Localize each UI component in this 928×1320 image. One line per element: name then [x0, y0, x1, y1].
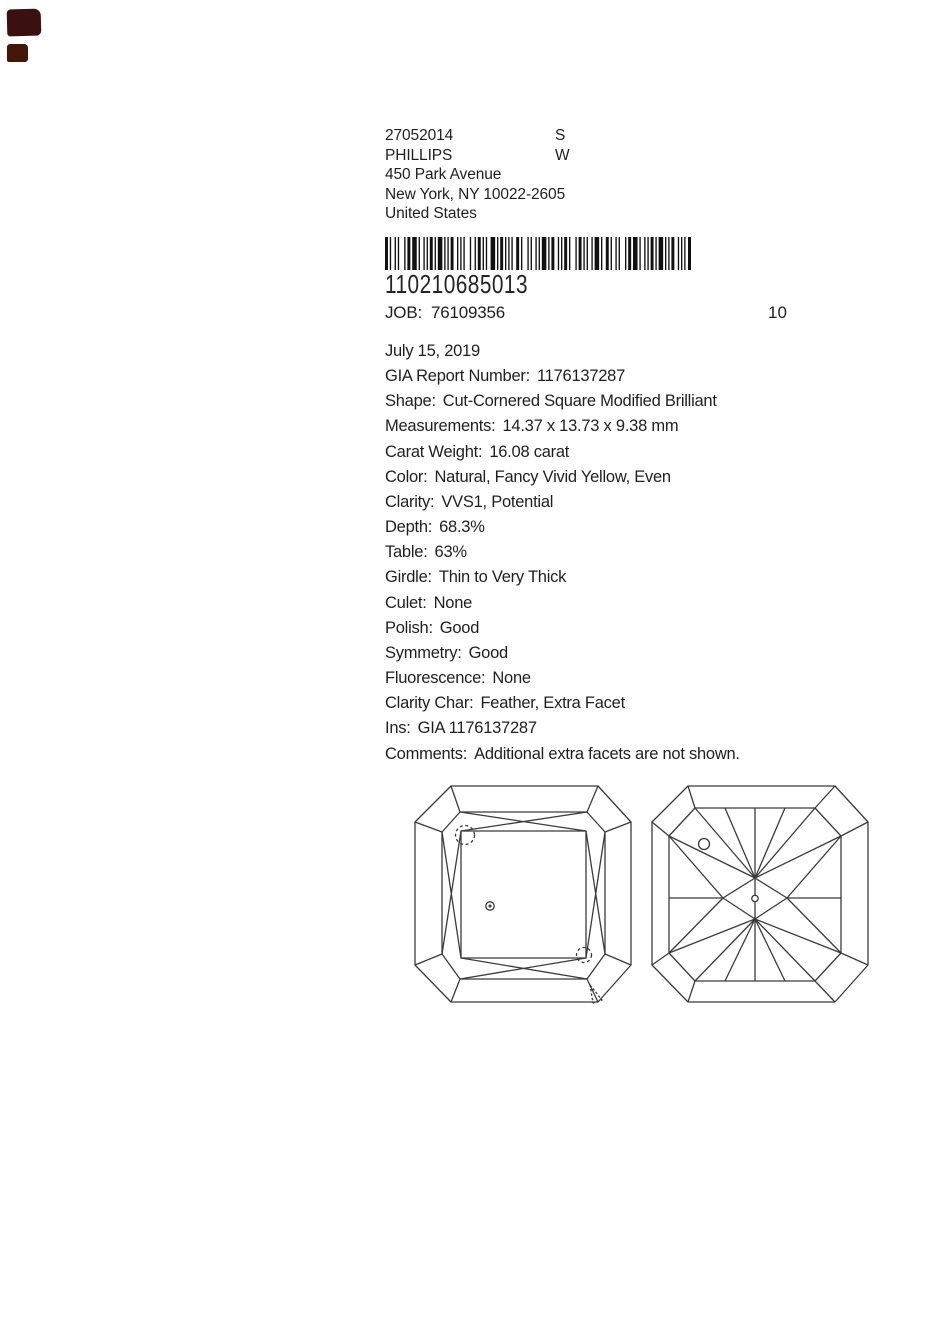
- report-details: [385, 339, 740, 767]
- document-number: 27052014: [385, 127, 454, 144]
- report-line-value: 16.08 carat: [489, 442, 570, 461]
- job-line: [385, 303, 505, 323]
- report-line-value: Thin to Very Thick: [438, 568, 567, 587]
- report-line: [385, 565, 740, 590]
- report-date: July 15, 2019: [385, 342, 480, 360]
- report-line-value: 63%: [434, 543, 467, 562]
- report-line: [385, 742, 740, 767]
- report-line: [385, 490, 740, 515]
- report-line-value: None: [492, 669, 531, 688]
- report-line-label: Comments:: [385, 744, 468, 763]
- report-line: [385, 540, 740, 565]
- report-line-value: 1176137287: [536, 367, 626, 386]
- report-line-value: Natural, Fancy Vivid Yellow, Even: [434, 467, 671, 486]
- address-line: New York, NY 10022-2605: [385, 185, 566, 203]
- report-line-label: Polish:: [385, 618, 433, 637]
- report-line-value: None: [433, 593, 473, 612]
- recipient-name: PHILLIPS: [385, 146, 453, 164]
- report-line: [385, 364, 740, 389]
- crown-view-diagram: [406, 781, 640, 1007]
- report-line-value: Cut-Cornered Square Modified Brilliant: [442, 392, 717, 411]
- report-line-label: Color:: [385, 467, 428, 486]
- address-line: 450 Park Avenue: [385, 166, 502, 184]
- report-line-value: Additional extra facets are not shown.: [474, 744, 740, 763]
- report-line-label: Shape:: [385, 392, 436, 411]
- shipping-address-block: [385, 126, 570, 224]
- report-line-value: Good: [439, 618, 480, 637]
- page-number: 10: [768, 303, 787, 322]
- clarity-mark-circle: [486, 902, 494, 910]
- address-line: United States: [385, 205, 477, 223]
- report-line-label: Symmetry:: [385, 643, 462, 662]
- report-line: [385, 465, 740, 490]
- job-number: 76109356: [431, 303, 506, 322]
- report-line: [385, 616, 740, 641]
- clarity-mark-circle: [699, 839, 710, 850]
- job-label: JOB:: [385, 303, 422, 322]
- report-line-label: Carat Weight:: [385, 442, 483, 461]
- barcode: [385, 237, 691, 270]
- report-line-label: Girdle:: [385, 568, 432, 587]
- report-line-label: Culet:: [385, 593, 427, 612]
- report-line-value: Feather, Extra Facet: [480, 694, 625, 713]
- pavilion-view-diagram: [643, 781, 877, 1007]
- report-line-value: VVS1, Potential: [441, 492, 554, 511]
- report-line-value: GIA 1176137287: [417, 719, 537, 738]
- report-line: [385, 591, 740, 616]
- report-line-label: Measurements:: [385, 417, 496, 436]
- report-line-label: Depth:: [385, 518, 433, 537]
- report-line: [385, 440, 740, 465]
- report-line: [385, 515, 740, 540]
- clarity-mark-dashed-circle: [456, 826, 475, 845]
- report-line-value: Good: [468, 643, 508, 662]
- report-line-value: 68.3%: [439, 518, 485, 537]
- report-line: [385, 414, 740, 439]
- handler-initials: S W: [555, 127, 570, 164]
- report-line-label: Fluorescence:: [385, 669, 486, 688]
- report-line: [385, 666, 740, 691]
- report-line-label: Table:: [385, 543, 428, 562]
- report-line: [385, 641, 740, 666]
- report-line-value: 14.37 x 13.73 x 9.38 mm: [502, 417, 679, 436]
- report-line-label: GIA Report Number:: [385, 367, 530, 386]
- report-line: [385, 691, 740, 716]
- report-line-label: Clarity:: [385, 492, 435, 511]
- clarity-mark-dashed-circle: [577, 948, 592, 963]
- barcode-number: 110210685013: [385, 269, 529, 299]
- report-line-label: Ins:: [385, 719, 411, 738]
- report-line: [385, 716, 740, 741]
- scan-artifact-mark: [7, 44, 28, 62]
- scan-artifact-mark: [7, 9, 42, 37]
- report-line-label: Clarity Char:: [385, 694, 474, 713]
- report-line: [385, 389, 740, 414]
